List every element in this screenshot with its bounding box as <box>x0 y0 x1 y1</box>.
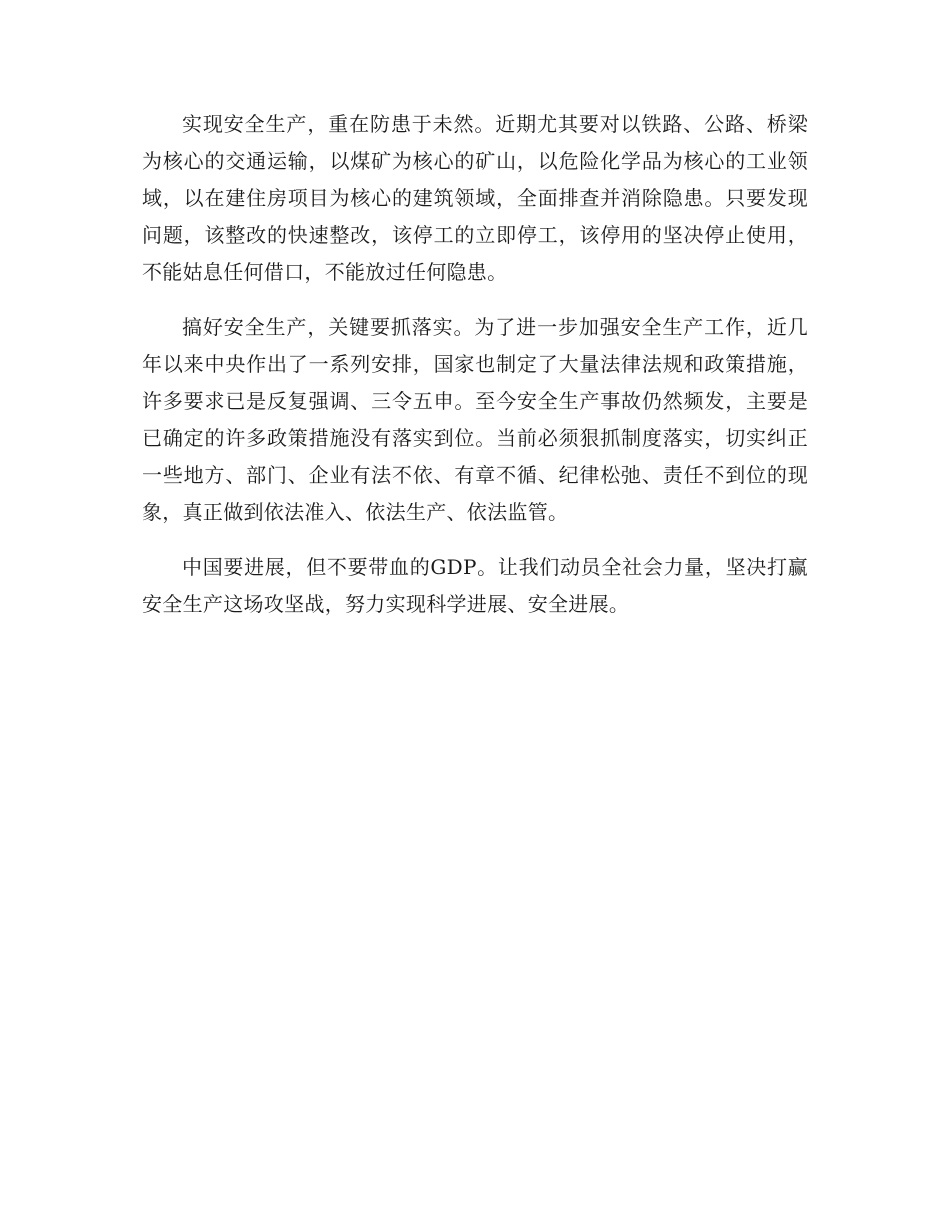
paragraph-conclusion: 中国要进展，但不要带血的GDP。让我们动员全社会力量，坚决打赢安全生产这场攻坚战，努力实现科学进展、安全进展。 <box>142 555 808 616</box>
paragraph-prevention: 实现安全生产，重在防患于未然。近期尤其要对以铁路、公路、桥梁为核心的交通运输，以煤矿为核心的矿山，以危险化学品为核心的工业领域，以在建住房项目为核心的建筑领域，全面排查并消除隐患。只要发现问题，该整改的快速整改，该停工的立即停工，该停用的坚决停止使用，不能姑息任何借口，不能放过任何隐患。 <box>142 112 808 284</box>
paragraph-implementation: 搞好安全生产，关键要抓落实。为了进一步加强安全生产工作，近几年以来中央作出了一系列安排，国家也制定了大量法律法规和政策措施，许多要求已是反复强调、三令五申。至今安全生产事故仍然频发，主要是已确定的许多政策措施没有落实到位。当前必须狠抓制度落实，切实纠正一些地方、部门、企业有法不依、有章不循、纪律松弛、责任不到位的现象，真正做到依法准入、依法生产、依法监管。 <box>142 315 808 524</box>
document-body <box>142 106 808 641</box>
